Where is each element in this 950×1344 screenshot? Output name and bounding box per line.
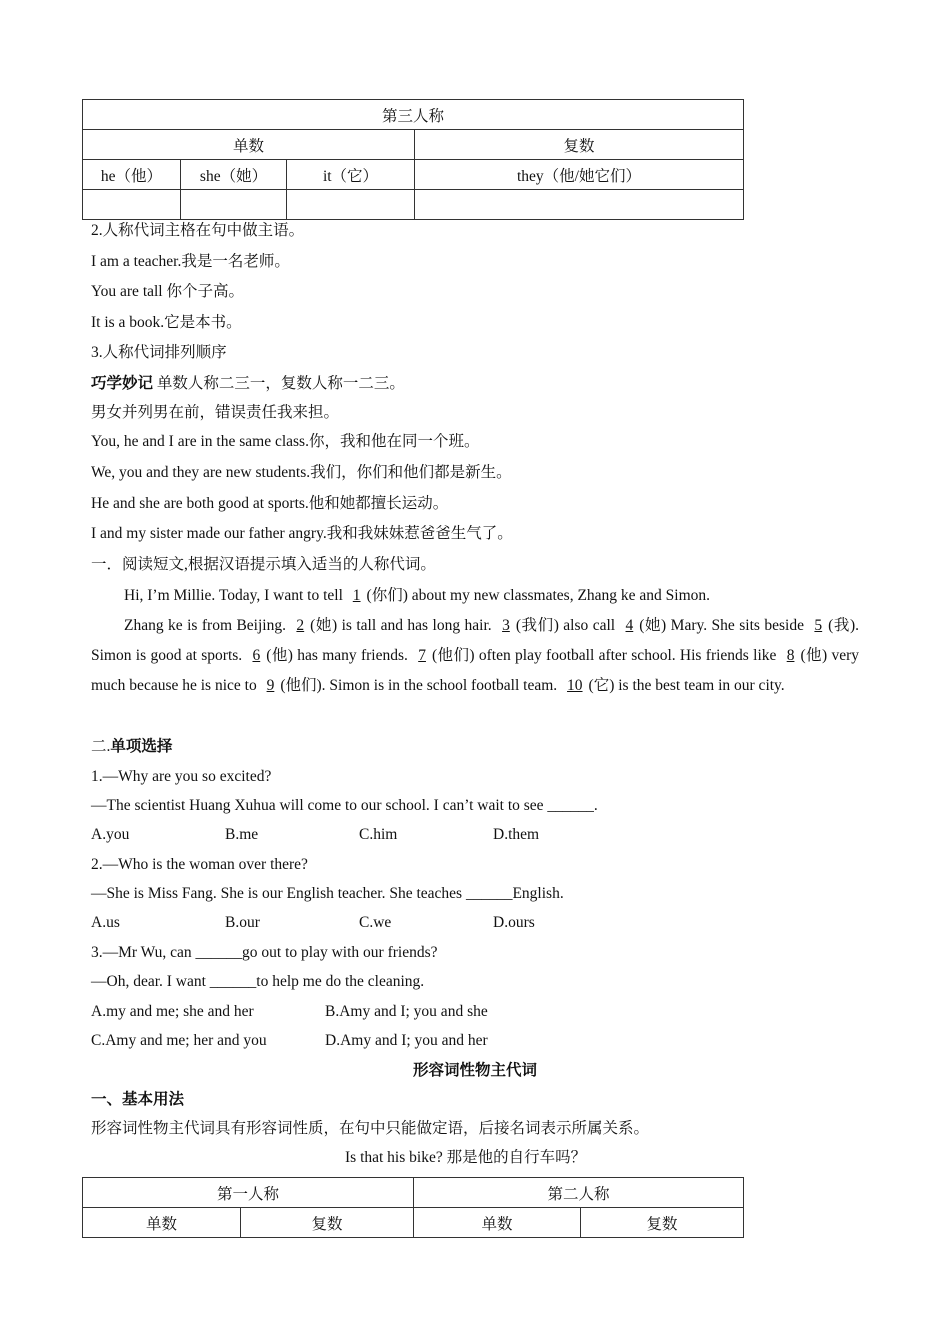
- blank-7: 7: [418, 647, 426, 664]
- question-2: 2.—Who is the woman over there?: [91, 856, 308, 873]
- text-line: It is a book.它是本书。: [91, 314, 242, 331]
- blank-3: 3: [502, 617, 510, 634]
- third-person-table: [82, 99, 744, 220]
- section-title: 二.单项选择: [91, 738, 173, 755]
- text-line: I am a teacher.我是一名老师。: [91, 253, 290, 270]
- possessive-table: [82, 1177, 744, 1238]
- first-person-header: 第一人称: [83, 1178, 414, 1208]
- section-heading: 形容词性物主代词: [412, 1062, 537, 1079]
- option: D.Amy and I; you and her: [325, 1032, 488, 1049]
- option: A.my and me; she and her: [91, 1003, 254, 1020]
- table-cell: 单数: [83, 1208, 241, 1238]
- blank-4: 4: [625, 617, 634, 634]
- table-title: 第三人称: [83, 100, 744, 130]
- text-line: We, you and they are new students.我们，你们和他们都是新生。: [91, 464, 512, 481]
- table-cell: she（她）: [181, 160, 287, 190]
- text-line: I and my sister made our father angry.我和我妹妹惹爸爸生气了。: [91, 525, 513, 542]
- text-line: He and she are both good at sports.他和她都擅长运动。: [91, 495, 449, 512]
- option: D.them: [493, 826, 540, 843]
- option: C.Amy and me; her and you: [91, 1032, 267, 1049]
- example-sentence: Is that his bike? 那是他的自行车吗？: [345, 1149, 587, 1166]
- empty-cell: [83, 190, 181, 220]
- mnemonic-line: [91, 374, 405, 394]
- empty-cell: [415, 190, 744, 220]
- option: B.me: [225, 826, 259, 843]
- option: A.you: [91, 826, 130, 843]
- blank-2: 2: [296, 617, 305, 634]
- option: C.we: [359, 914, 392, 931]
- passage-line: Hi, I’m Millie. Today, I want to tell 1 (你们) about my new classmates, Zhang ke and Simon.: [124, 587, 711, 604]
- blank-1: 1: [352, 587, 361, 604]
- text-line: 3.人称代词排列顺序: [91, 344, 227, 361]
- blank-10: 10: [567, 677, 583, 694]
- blank-5: 5: [814, 617, 823, 634]
- sub-heading: 一、基本用法: [91, 1091, 185, 1108]
- text-line: 男女并列男在前，错误责任我来担。: [91, 404, 340, 421]
- passage-paragraph: Zhang ke is from Beijing. 2 (她) is tall and has long hair. 3 (我们) also call 4 (她) Mary. She sits beside 5 (我). Simon is good at sports. 6 (他) has many friends. 7 (他们) often play football after school. His friends like 8 (他) very much because he is nice to 9 (他们). Simon is in the school football team. 10 (它) is the best team in our city.: [91, 617, 859, 694]
- table-cell: 单数: [414, 1208, 581, 1238]
- table-cell: they（他/她它们）: [415, 160, 744, 190]
- empty-cell: [287, 190, 415, 220]
- question-2-answer: —She is Miss Fang. She is our English teacher. She teaches ______English.: [91, 885, 564, 902]
- table-cell: it（它）: [287, 160, 415, 190]
- table-cell: 复数: [241, 1208, 414, 1238]
- blank-9: 9: [266, 677, 275, 694]
- blank-8: 8: [786, 647, 795, 664]
- option: A.us: [91, 914, 120, 931]
- description: 形容词性物主代词具有形容词性质，在句中只能做定语，后接名词表示所属关系。: [91, 1120, 650, 1137]
- empty-cell: [181, 190, 287, 220]
- option: B.our: [225, 914, 260, 931]
- text-line: You, he and I are in the same class.你，我和他在同一个班。: [91, 433, 480, 450]
- table-cell: 复数: [581, 1208, 744, 1238]
- blank-6: 6: [252, 647, 261, 664]
- plural-header: 复数: [415, 130, 744, 160]
- question-3: 3.—Mr Wu, can ______go out to play with our friends?: [91, 944, 438, 961]
- singular-header: 单数: [83, 130, 415, 160]
- text-line: 2.人称代词主格在句中做主语。: [91, 222, 305, 239]
- option: C.him: [359, 826, 398, 843]
- mnemonic-label: 巧学妙记: [91, 375, 154, 392]
- text-line: You are tall 你个子高。: [91, 283, 244, 300]
- second-person-header: 第二人称: [414, 1178, 744, 1208]
- question-1-answer: —The scientist Huang Xuhua will come to our school. I can’t wait to see ______.: [91, 797, 598, 814]
- option: D.ours: [493, 914, 535, 931]
- question-1: 1.—Why are you so excited?: [91, 768, 272, 785]
- question-3-answer: —Oh, dear. I want ______to help me do the cleaning.: [91, 973, 425, 990]
- exercise-title: 一．阅读短文,根据汉语提示填入适当的人称代词。: [91, 556, 436, 573]
- mnemonic-text: 单数人称二三一，复数人称一二三。: [153, 375, 405, 392]
- table-cell: he（他）: [83, 160, 181, 190]
- option: B.Amy and I; you and she: [325, 1003, 488, 1020]
